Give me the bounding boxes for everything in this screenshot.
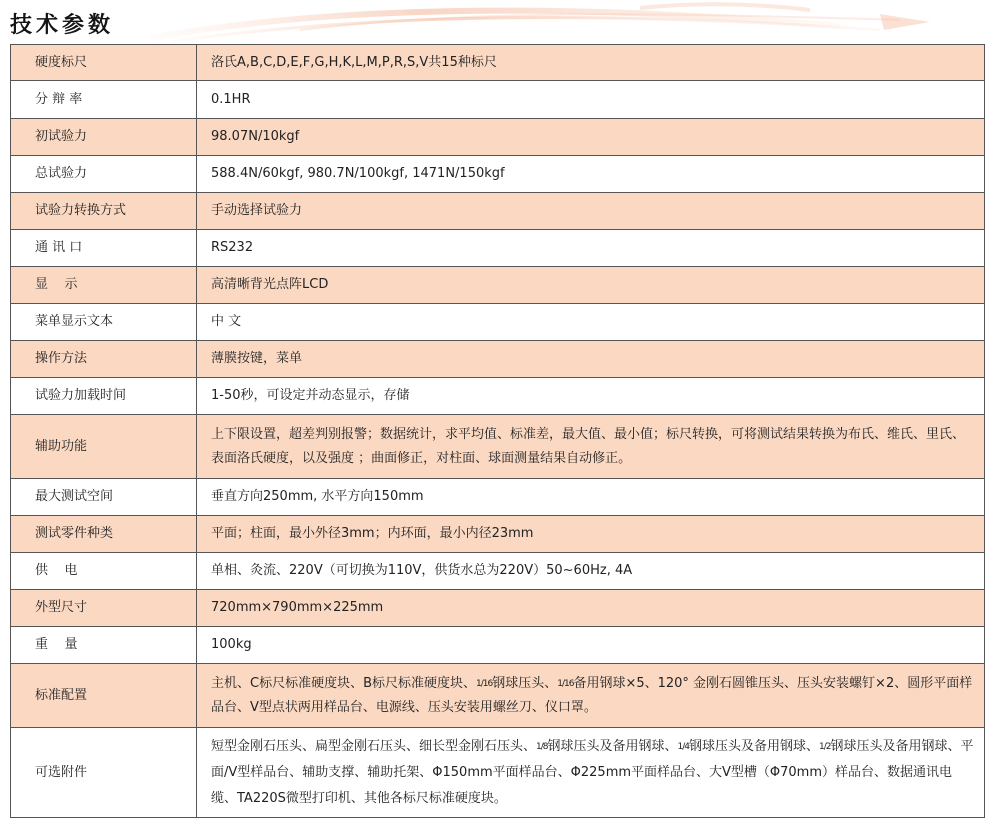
value-text: 钢球压头、: [492, 675, 558, 691]
row-value: 垂直方向250mm, 水平方向150mm: [197, 479, 985, 516]
value-text: 备用钢球×5、120° 金刚石圆锥压头、压头安装螺钉×2、圆形平面样品台、V型点状两用样品台、电源线、压头安装用螺丝刀、仪口罩。: [211, 675, 973, 715]
row-label: 操作方法: [11, 341, 197, 378]
row-value: 100kg: [197, 627, 985, 664]
fraction-text: 1/2: [819, 741, 831, 752]
value-text: 钢球压头及备用钢球、平面/V型样品台、辅助支撑、辅助托架、Φ150mm平面样品台、Φ225mm平面样品台、大V型槽（Φ70mm）样品台、数据通讯电缆、TA220S微型打印机、其他各标尺标准硬度块。: [211, 738, 974, 806]
row-label: 试验力加载时间: [11, 378, 197, 415]
table-row: [11, 516, 985, 553]
row-value: 720mm×790mm×225mm: [197, 590, 985, 627]
row-label: 总试验力: [11, 156, 197, 193]
table-row: [11, 378, 985, 415]
table-row: [11, 119, 985, 156]
spec-table: [10, 44, 985, 818]
table-row: [11, 45, 985, 81]
row-value: 高清晰背光点阵LCD: [197, 267, 985, 304]
row-label: 试验力转换方式: [11, 193, 197, 230]
row-value: [197, 664, 985, 728]
row-label: 外型尺寸: [11, 590, 197, 627]
table-row: [11, 81, 985, 119]
row-label: 重 量: [11, 627, 197, 664]
table-row: [11, 415, 985, 479]
row-value: 588.4N/60kgf, 980.7N/100kgf, 1471N/150kgf: [197, 156, 985, 193]
header-decoration: [0, 0, 1000, 44]
row-value: 手动选择试验力: [197, 193, 985, 230]
fraction-text: 1/4: [677, 741, 689, 752]
value-text: 钢球压头及备用钢球、: [547, 738, 678, 754]
row-label: 标准配置: [11, 664, 197, 728]
row-label: 通 讯 口: [11, 230, 197, 267]
row-label: 可选附件: [11, 728, 197, 818]
table-row: [11, 590, 985, 627]
table-row: [11, 728, 985, 818]
table-row: [11, 193, 985, 230]
page-header: [0, 0, 1000, 44]
fraction-text: 1/8: [536, 741, 548, 752]
row-label: 供 电: [11, 553, 197, 590]
row-value: RS232: [197, 230, 985, 267]
table-row: [11, 479, 985, 516]
fraction-text: 1/16: [476, 678, 493, 689]
table-row: [11, 267, 985, 304]
page-title: 技术参数: [10, 13, 115, 38]
row-value: 1-50秒，可设定并动态显示，存储: [197, 378, 985, 415]
value-text: 短型金刚石压头、扁型金刚石压头、细长型金刚石压头、: [211, 738, 537, 754]
table-row: [11, 341, 985, 378]
row-value: 薄膜按键，菜单: [197, 341, 985, 378]
row-label: 初试验力: [11, 119, 197, 156]
row-label: 分 辩 率: [11, 81, 197, 119]
value-text: 主机、C标尺标准硬度块、B标尺标准硬度块、: [211, 675, 476, 691]
table-row: [11, 553, 985, 590]
value-text: 钢球压头及备用钢球、: [689, 738, 820, 754]
row-value: 0.1HR: [197, 81, 985, 119]
row-value: 单相、灸流、220V（可切换为110V，供货水总为220V）50~60Hz, 4A: [197, 553, 985, 590]
row-label: 硬度标尺: [11, 45, 197, 81]
table-row: [11, 664, 985, 728]
row-label: 最大测试空间: [11, 479, 197, 516]
table-row: [11, 627, 985, 664]
row-value: 平面；柱面，最小外径3mm；内环面，最小内径23mm: [197, 516, 985, 553]
row-value: [197, 728, 985, 818]
row-value: 洛氏A,B,C,D,E,F,G,H,K,L,M,P,R,S,V共15种标尺: [197, 45, 985, 81]
row-value: 上下限设置，超差判别报警；数据统计，求平均值、标准差，最大值、最小值；标尺转换，可将测试结果转换为布氏、维氏、里氏、表面洛氏硬度，以及强度 ；曲面修正，对柱面、球面测量结果自动修正。: [197, 415, 985, 479]
row-label: 显 示: [11, 267, 197, 304]
table-row: [11, 230, 985, 267]
table-row: [11, 304, 985, 341]
row-value: 中 文: [197, 304, 985, 341]
row-value: 98.07N/10kgf: [197, 119, 985, 156]
fraction-text: 1/16: [557, 678, 574, 689]
row-label: 测试零件种类: [11, 516, 197, 553]
row-label: 菜单显示文本: [11, 304, 197, 341]
table-row: [11, 156, 985, 193]
row-label: 辅助功能: [11, 415, 197, 479]
